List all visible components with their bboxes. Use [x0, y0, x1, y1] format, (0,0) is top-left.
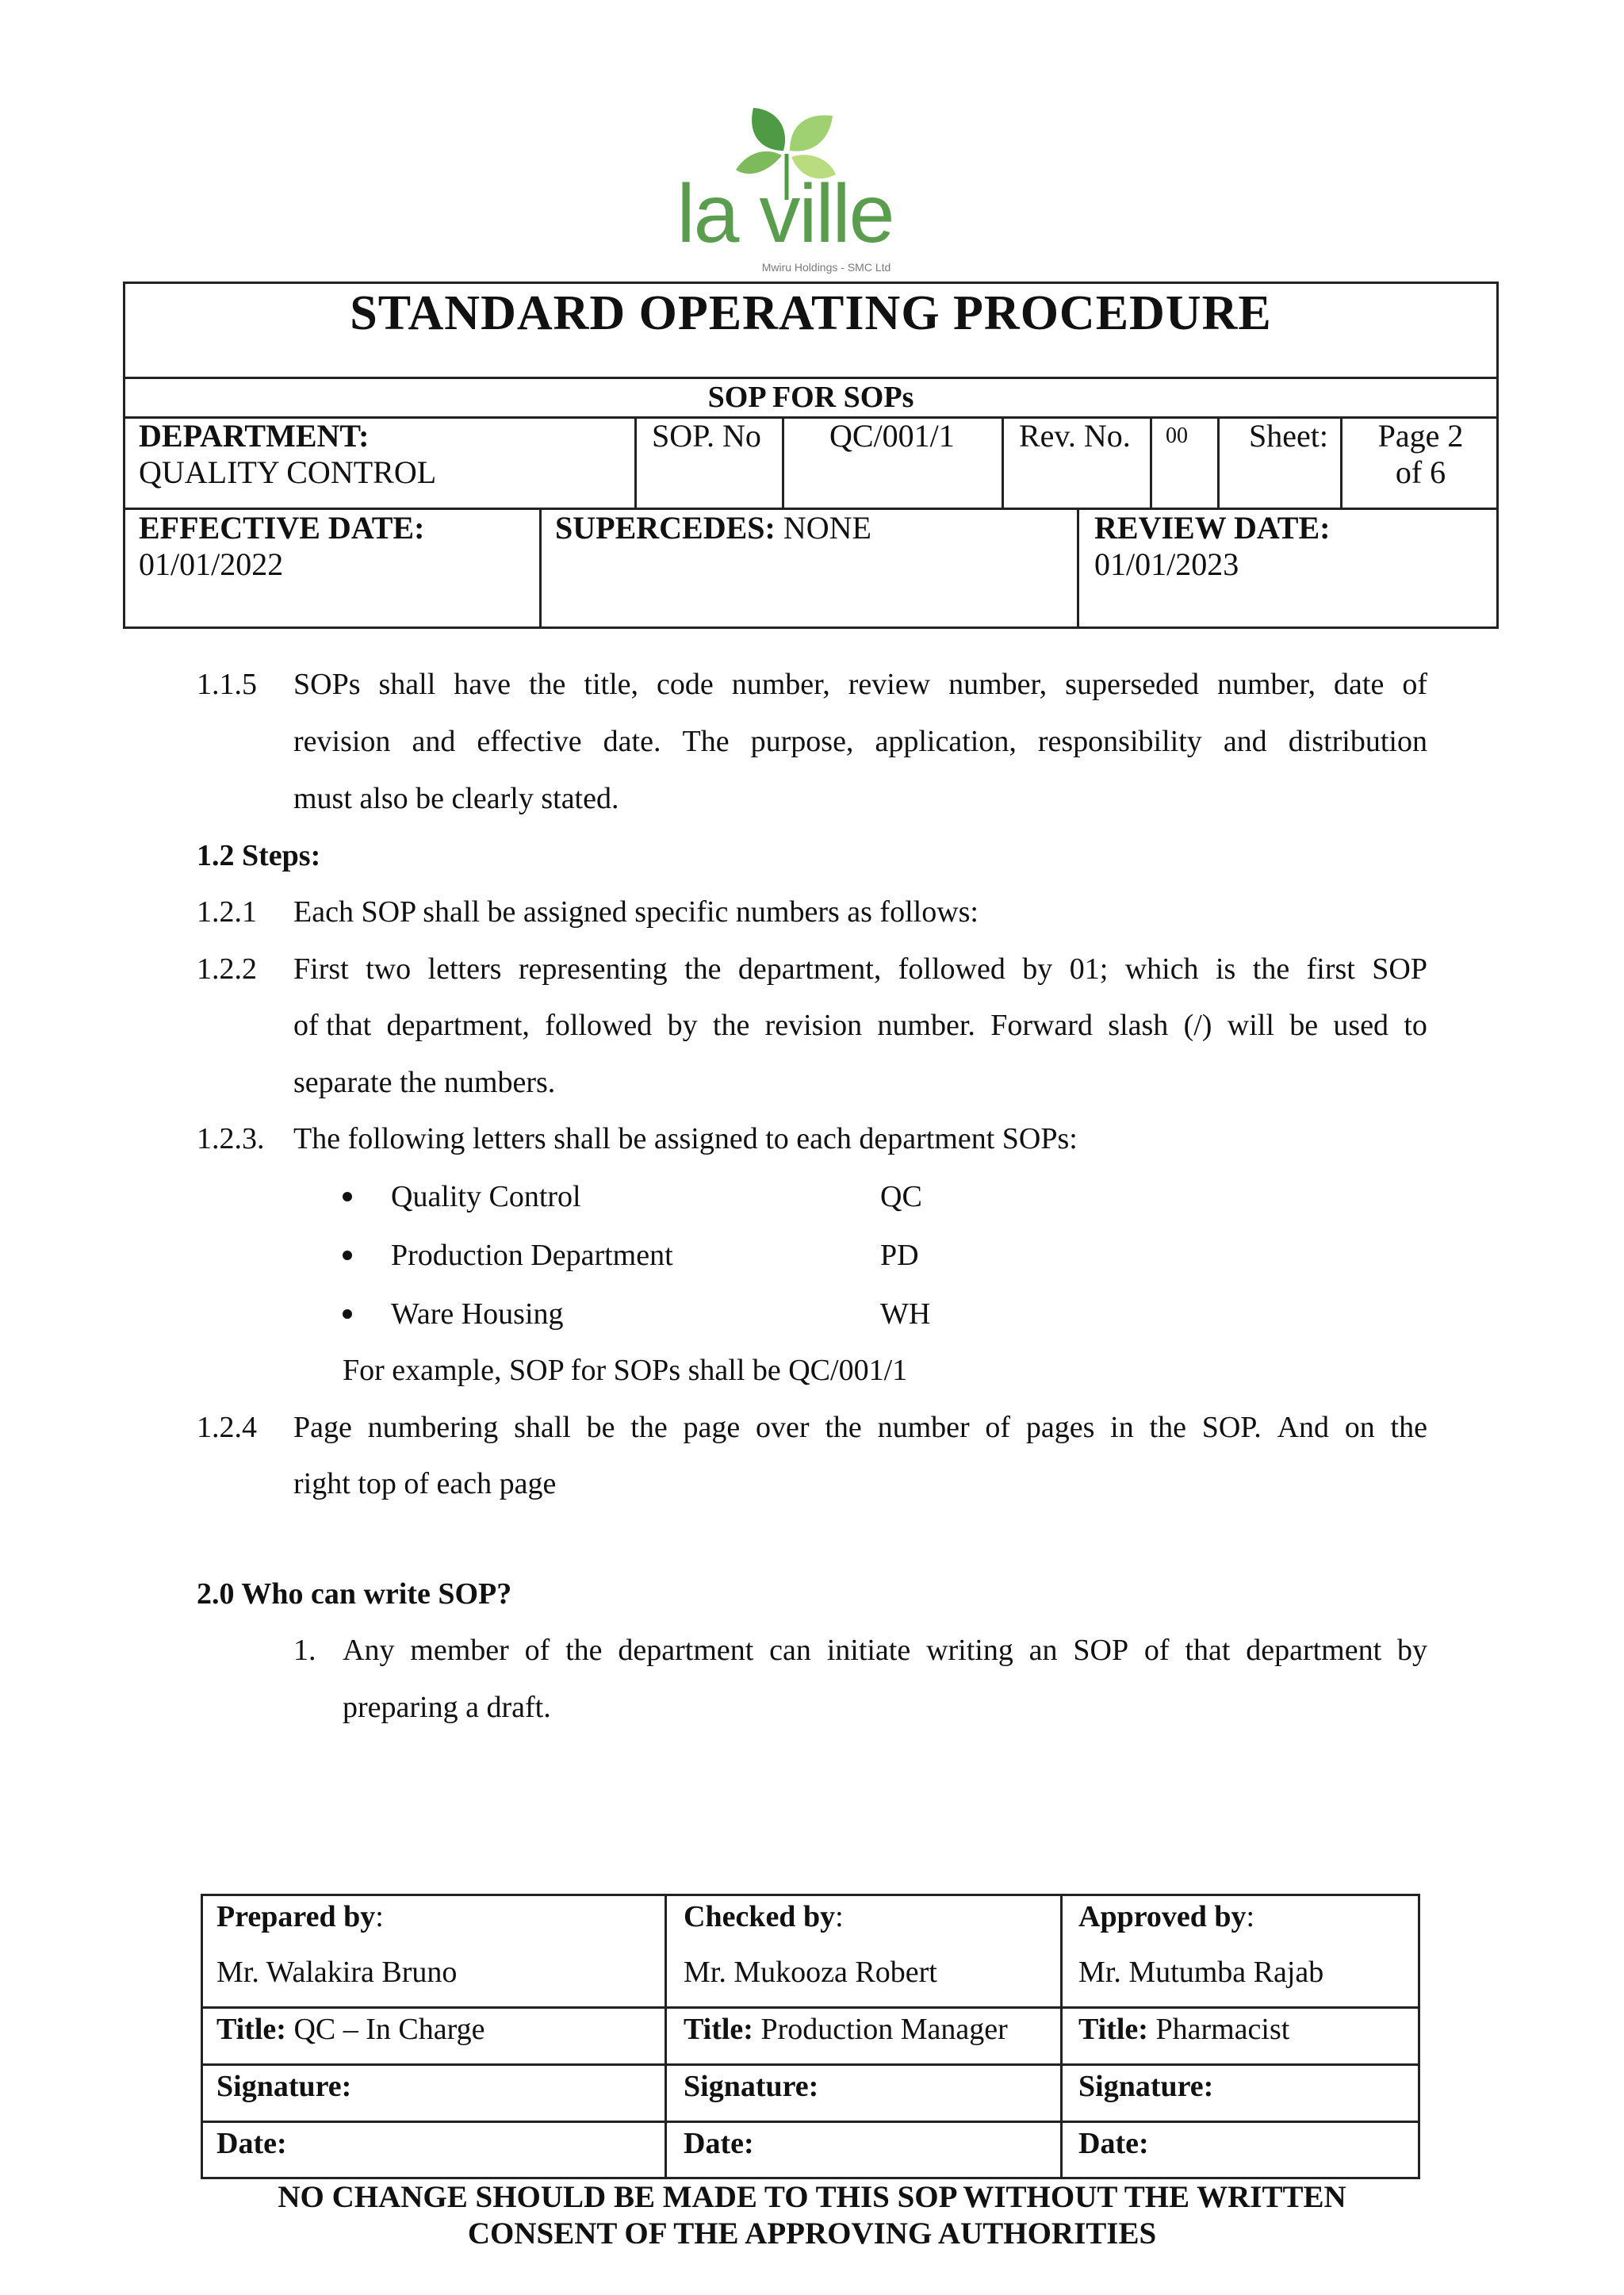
- word: number,: [948, 668, 1048, 701]
- sop-subtitle: SOP FOR SOPs: [707, 381, 914, 414]
- sheet-value-line1: Page 2: [1377, 418, 1464, 454]
- word: effective: [477, 725, 582, 758]
- word: member: [410, 1634, 509, 1667]
- checked-date-label: Date:: [684, 2127, 754, 2160]
- department-value: QUALITY CONTROL: [139, 454, 437, 490]
- word: on: [1344, 1411, 1375, 1444]
- clause-text-line: separate the numbers.: [293, 1066, 556, 1099]
- logo-brand-text: la ville: [676, 168, 894, 260]
- word: number,: [731, 668, 830, 701]
- clause-text-line: [293, 723, 1427, 760]
- section-heading: 1.2 Steps:: [197, 839, 321, 872]
- approved-by-title: Title: Pharmacist: [1078, 2013, 1290, 2046]
- word: SOP.: [1201, 1411, 1262, 1444]
- checked-by-title: Title: Production Manager: [684, 2013, 1008, 2046]
- supercedes-field: [555, 510, 871, 546]
- word: two: [366, 952, 412, 986]
- clause-text-line: Each SOP shall be assigned specific numbers as follows:: [293, 895, 979, 929]
- word: review: [848, 668, 931, 701]
- word: department: [618, 1634, 754, 1667]
- clause-number: 1.2.2: [197, 952, 257, 986]
- word: used: [1333, 1009, 1389, 1042]
- prepared-date-label: Date:: [216, 2127, 287, 2160]
- word: the: [1149, 1411, 1186, 1444]
- clause-number: 1.2.4: [197, 1411, 257, 1444]
- rev-no-value: 00: [1166, 423, 1188, 448]
- word: an: [1028, 1634, 1058, 1667]
- word: first: [1306, 952, 1355, 986]
- word: the: [565, 1634, 603, 1667]
- word: of: [524, 1634, 550, 1667]
- word: by: [667, 1009, 698, 1042]
- word: the: [528, 668, 566, 701]
- department-code: PD: [880, 1239, 919, 1272]
- clause-text-line: [293, 1409, 1427, 1446]
- clause-text-line: The following letters shall be assigned to each department SOPs:: [293, 1122, 1078, 1155]
- word: page: [683, 1411, 741, 1444]
- word: 01;: [1069, 952, 1109, 986]
- word: purpose,: [750, 725, 854, 758]
- word: First: [293, 952, 349, 986]
- word: SOP: [1372, 952, 1427, 986]
- prepared-by-name: Mr. Walakira Bruno: [216, 1956, 458, 1989]
- word: The: [682, 725, 730, 758]
- word: number.: [877, 1009, 975, 1042]
- word: application,: [875, 725, 1017, 758]
- word: the: [684, 952, 722, 986]
- word: be: [1289, 1009, 1319, 1042]
- word: will: [1227, 1009, 1274, 1042]
- logo-leaf-light: [790, 115, 833, 151]
- word: letters: [427, 952, 502, 986]
- sop-no-value: QC/001/1: [829, 418, 955, 454]
- word: code: [656, 668, 714, 701]
- clause-text-line: [293, 951, 1427, 987]
- word: the: [630, 1411, 668, 1444]
- clause-text-line: [293, 1007, 1427, 1044]
- bullet-icon: [343, 1192, 352, 1201]
- word: of: [985, 1411, 1011, 1444]
- department-code: WH: [880, 1297, 931, 1331]
- word: the: [1252, 952, 1290, 986]
- prepared-by-title: Title: QC – In Charge: [216, 2013, 485, 2046]
- word: representing: [518, 952, 668, 986]
- approved-by-label: Approved by:: [1078, 1900, 1255, 1933]
- word: Page: [293, 1411, 352, 1444]
- word: initiate: [826, 1634, 911, 1667]
- rev-no-label: Rev. No.: [1019, 418, 1131, 454]
- sheet-label: Sheet:: [1249, 418, 1328, 454]
- list-item-text-line: preparing a draft.: [343, 1691, 551, 1724]
- supercedes-label: SUPERCEDES:: [555, 510, 776, 546]
- department-name: Production Department: [391, 1239, 673, 1272]
- word: number: [877, 1411, 970, 1444]
- word: department,: [386, 1009, 530, 1042]
- word: Any: [343, 1634, 395, 1667]
- word: numbering: [367, 1411, 499, 1444]
- word: shall: [514, 1411, 571, 1444]
- word: and: [412, 725, 456, 758]
- department-code: QC: [880, 1180, 922, 1213]
- word: the: [1390, 1411, 1427, 1444]
- bullet-icon: [343, 1309, 352, 1319]
- clause-text-line: right top of each page: [293, 1467, 557, 1500]
- word: have: [454, 668, 511, 701]
- review-date-value: 01/01/2023: [1094, 546, 1239, 582]
- word: over: [756, 1411, 810, 1444]
- list-item-text-line: [343, 1632, 1427, 1669]
- effective-date-value: 01/01/2022: [139, 546, 284, 582]
- word: department: [1246, 1634, 1382, 1667]
- word: pages: [1025, 1411, 1095, 1444]
- checked-by-name: Mr. Mukooza Robert: [684, 1956, 937, 1989]
- logo-leaf-dark: [752, 108, 785, 151]
- word: be: [586, 1411, 615, 1444]
- word: that: [1185, 1634, 1231, 1667]
- word: responsibility: [1037, 725, 1202, 758]
- word: Forward: [990, 1009, 1093, 1042]
- approved-date-label: Date:: [1078, 2127, 1149, 2160]
- sheet-value-line2: of 6: [1395, 454, 1446, 490]
- word: followed: [898, 952, 1005, 986]
- word: title,: [584, 668, 638, 701]
- word: and: [1223, 725, 1267, 758]
- change-notice-line1: NO CHANGE SHOULD BE MADE TO THIS SOP WITHOUT THE WRITTEN: [278, 2180, 1346, 2214]
- section-heading: 2.0 Who can write SOP?: [197, 1577, 512, 1611]
- checked-by-label: Checked by:: [684, 1900, 844, 1933]
- word: of: [1402, 668, 1427, 701]
- word: (/): [1183, 1009, 1212, 1042]
- word: And: [1277, 1411, 1329, 1444]
- review-date-label: REVIEW DATE:: [1094, 510, 1331, 546]
- word: superseded: [1065, 668, 1200, 701]
- word: revision: [293, 725, 391, 758]
- word: can: [769, 1634, 811, 1667]
- approved-by-name: Mr. Mutumba Rajab: [1078, 1956, 1324, 1989]
- word: by: [1396, 1634, 1427, 1667]
- company-logo: [642, 95, 928, 279]
- word: is: [1215, 952, 1236, 986]
- department-name: Quality Control: [391, 1180, 581, 1213]
- supercedes-value: NONE: [783, 510, 871, 546]
- prepared-signature-label: Signature:: [216, 2070, 352, 2103]
- word: the: [825, 1411, 862, 1444]
- effective-date-label: EFFECTIVE DATE:: [139, 510, 425, 546]
- clause-text-line: [293, 666, 1427, 703]
- document-title: STANDARD OPERATING PROCEDURE: [350, 286, 1272, 340]
- word: of that: [293, 1009, 372, 1042]
- prepared-by-label: Prepared by:: [216, 1900, 384, 1933]
- word: the: [712, 1009, 750, 1042]
- word: of: [1143, 1634, 1170, 1667]
- approved-signature-label: Signature:: [1078, 2070, 1214, 2103]
- list-item-number: 1.: [293, 1634, 316, 1667]
- word: followed: [545, 1009, 653, 1042]
- clause-number: 1.2.1: [197, 895, 257, 929]
- word: which: [1124, 952, 1199, 986]
- clause-text-line: must also be clearly stated.: [293, 782, 619, 815]
- word: department,: [737, 952, 882, 986]
- checked-signature-label: Signature:: [684, 2070, 819, 2103]
- word: distribution: [1288, 725, 1427, 758]
- word: slash: [1108, 1009, 1169, 1042]
- word: SOPs: [293, 668, 361, 701]
- word: SOP: [1073, 1634, 1129, 1667]
- logo-tagline: Mwiru Holdings - SMC Ltd: [761, 261, 891, 274]
- word: in: [1110, 1411, 1134, 1444]
- word: number,: [1217, 668, 1316, 701]
- word: revision: [764, 1009, 863, 1042]
- department-label: DEPARTMENT:: [139, 418, 370, 454]
- bullet-icon: [343, 1251, 352, 1260]
- clause-number: 1.1.5: [197, 668, 257, 701]
- word: by: [1022, 952, 1053, 986]
- clause-number: 1.2.3.: [197, 1122, 265, 1155]
- department-name: Ware Housing: [391, 1297, 564, 1331]
- word: date: [1334, 668, 1385, 701]
- example-text: For example, SOP for SOPs shall be QC/001/1: [343, 1354, 908, 1387]
- change-notice-line2: CONSENT OF THE APPROVING AUTHORITIES: [467, 2216, 1157, 2251]
- word: writing: [926, 1634, 1013, 1667]
- word: date.: [603, 725, 661, 758]
- word: shall: [378, 668, 436, 701]
- word: to: [1404, 1009, 1427, 1042]
- sop-no-label: SOP. No: [652, 418, 761, 454]
